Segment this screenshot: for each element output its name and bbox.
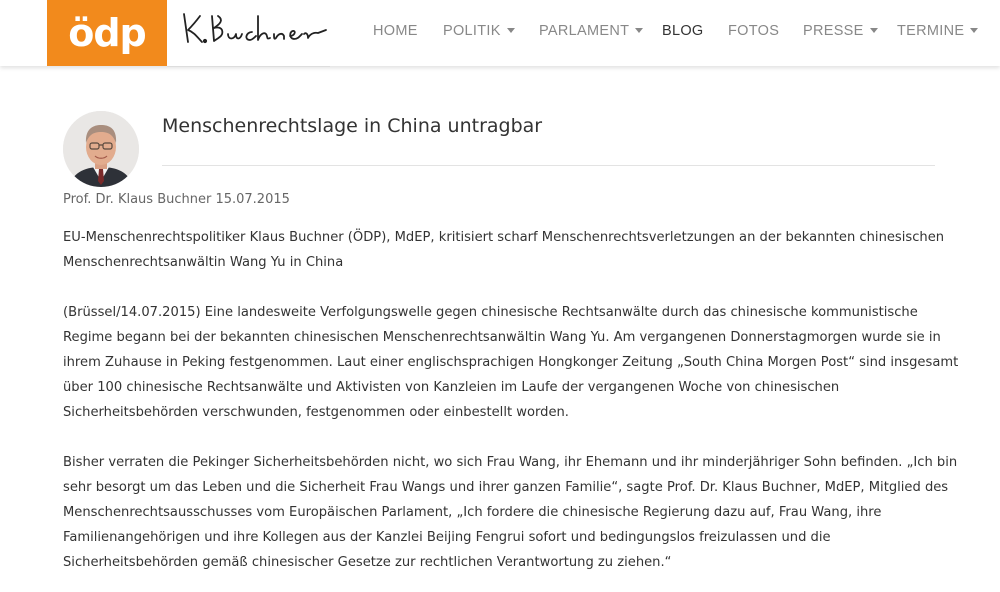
nav-blog-label: BLOG	[662, 23, 704, 39]
site-header	[0, 0, 1000, 66]
paragraph-line: Sicherheitsbehörden gemäß chinesischer Gesetze zur rechtlichen Verantwortung zu ziehen.“	[63, 555, 672, 570]
nav-parlament[interactable]	[539, 23, 643, 39]
blog-post	[0, 66, 1000, 592]
paragraph-line: Familienangehörigen und ihre Kollegen aus der Kanzlei Beijing Fengrui sofort und bedingungslos freizulassen und die	[63, 530, 831, 545]
paragraph-line: Sicherheitsbehörden verschwunden, festgenommen oder einbestellt worden.	[63, 405, 569, 420]
paragraph-line: EU-Menschenrechtspolitiker Klaus Buchner (ÖDP), MdEP, kritisiert scharf Menschenrechtsverletzungen an der bekannten chinesischen	[63, 230, 945, 245]
paragraph-line: sehr besorgt um das Leben und die Sicherheit Frau Wangs und ihrer ganzen Familie“, sagte Prof. Dr. Klaus Buchner, MdEP, Mitglied des	[63, 480, 949, 495]
nav-fotos-label: FOTOS	[728, 23, 780, 39]
chevron-down-icon	[635, 28, 643, 33]
paragraph-line: Menschenrechtsanwältin Wang Yu in China	[63, 255, 344, 270]
nav-termine-label: TERMINE	[897, 23, 965, 39]
nav-presse-label: PRESSE	[803, 23, 864, 39]
chevron-down-icon	[970, 28, 978, 33]
paragraph-line: Menschenrechtsausschusses vom Europäischen Parlament, „Ich fordere die chinesische Regierung dazu auf, Frau Wang, ihre	[63, 505, 882, 520]
nav-home-label: HOME	[373, 23, 418, 39]
nav-politik[interactable]	[443, 23, 515, 39]
chevron-down-icon	[507, 28, 515, 33]
paragraph-line: ihrem Zuhause in Peking festgenommen. Laut einer englischsprachigen Hongkonger Zeitung „South China Morgen Post“ sind insgesamt	[63, 355, 959, 370]
post-paragraph	[63, 300, 959, 425]
nav-home[interactable]	[373, 23, 418, 39]
post-title: Menschenrechtslage in China untragbar	[162, 115, 543, 137]
post-paragraph-lead	[63, 225, 953, 275]
main-nav	[0, 0, 1000, 66]
nav-fotos[interactable]	[728, 23, 779, 39]
nav-termine[interactable]	[897, 23, 978, 39]
author-portrait-image	[63, 111, 139, 187]
nav-politik-label: POLITIK	[443, 23, 501, 39]
nav-blog[interactable]	[662, 23, 704, 39]
paragraph-line: (Brüssel/14.07.2015) Eine landesweite Verfolgungswelle gegen chinesische Rechtsanwälte durch das chinesische kommunistische	[63, 305, 918, 320]
nav-presse[interactable]	[803, 23, 878, 39]
oedp-logo[interactable]: ödp	[47, 0, 167, 66]
paragraph-line: Regime begann bei der bekannten chinesischen Menschenrechtsanwältin Wang Yu. Am vergangenen Donnerstagmorgen wurde sie in	[63, 330, 941, 345]
header-divider	[167, 66, 330, 67]
nav-parlament-label: PARLAMENT	[539, 23, 630, 39]
title-divider	[162, 165, 935, 166]
chevron-down-icon	[870, 28, 878, 33]
post-paragraph	[63, 450, 958, 575]
paragraph-line: Bisher verraten die Pekinger Sicherheitsbehörden nicht, wo sich Frau Wang, ihr Ehemann und ihr minderjähriger Sohn befinden. „Ich bin	[63, 455, 958, 470]
paragraph-line: über 100 chinesische Rechtsanwälte und Aktivisten von Kanzleien im Laufe der vergangenen Woche von chinesischen	[63, 380, 840, 395]
author-avatar	[63, 111, 139, 187]
post-byline: Prof. Dr. Klaus Buchner 15.07.2015	[63, 192, 290, 207]
